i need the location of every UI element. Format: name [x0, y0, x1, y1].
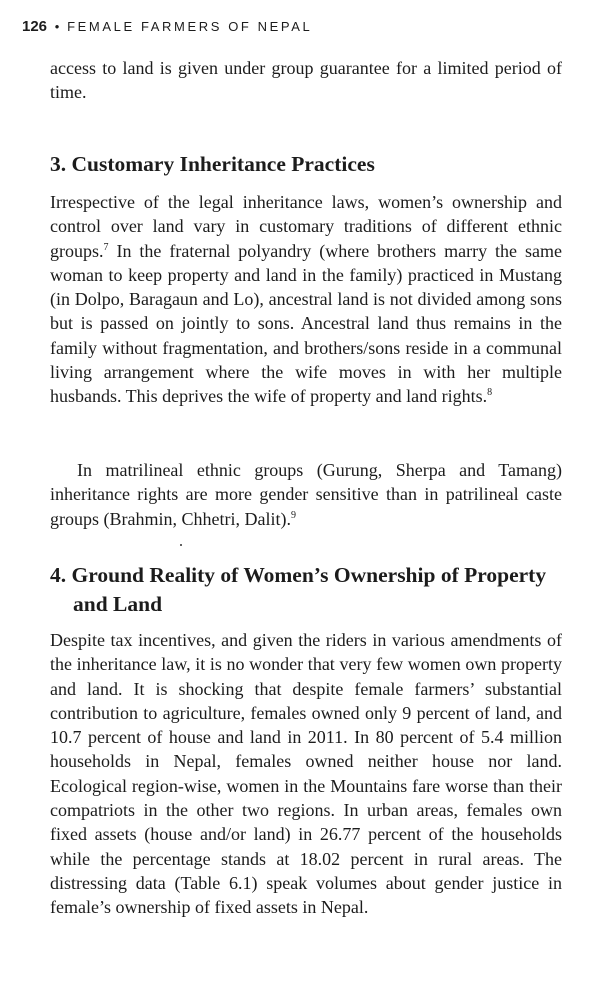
section-4-paragraph-1: Despite tax incentives, and given the riders in various amendments of the inheritance law, it is no wonder that very few women own property and land. It is shocking that despite female farmers’ substantial contribution to agriculture, females owned only 9 percent of land, and 10.7 percent of house and land in 2011. In 80 percent of 5.4 million households in Nepal, females owned neither house nor land. Ecological region-wise, women in the Mountains fare worse than their compatriots in the other two regions. In urban areas, females own fixed assets (house and/or land) in 26.77 percent of the households while the percentage stands at 18.02 percent in rural areas. The distressing data (Table 6.1) speak volumes about gender justice in female’s ownership of fixed assets in Nepal. [50, 630, 562, 918]
running-head-separator: • [54, 19, 60, 34]
page-number: 126 [22, 18, 48, 35]
book-title: FEMALE FARMERS OF NEPAL [67, 19, 313, 34]
section-3-heading: 3. Customary Inheritance Practices [50, 152, 375, 176]
section-4-heading-line-2: and Land [73, 592, 163, 616]
section-3-paragraph-1 [50, 190, 562, 409]
section-3-p1-text-2: In the fraternal polyandry (where brothers marry the same woman to keep property and land in the family) practiced in Mustang (in Dolpo, Baragaun and Lo), ancestral land is not divided among sons but is passed on jointly to sons. Ancestral land thus remains in the family without fragmentation, and brothers/sons reside in a communal living arrangement where the wife moves in with her multiple husbands. This deprives the wife of property and land rights. [50, 240, 562, 407]
footnote-ref-7: 7 [103, 241, 109, 253]
intro-paragraph: access to land is given under group guarantee for a limited period of time. [50, 58, 562, 103]
running-head [22, 18, 312, 35]
footnote-ref-9: 9 [290, 509, 296, 521]
section-4-heading [50, 561, 570, 619]
section-3-paragraph-2 [50, 458, 562, 531]
stray-mark [180, 544, 182, 546]
section-4-heading-line-1: 4. Ground Reality of Women’s Ownership of Property [50, 563, 547, 587]
footnote-ref-8: 8 [487, 387, 493, 399]
section-3-p2-text: In matrilineal ethnic groups (Gurung, Sherpa and Tamang) inheritance rights are more gender sensitive than in patrilineal caste groups (Brahmin, Chhetri, Dalit). [50, 460, 562, 529]
section-3-p1-text: Irrespective of the legal inheritance laws, women’s ownership and control over land vary in customary traditions of different ethnic groups. [50, 192, 562, 261]
